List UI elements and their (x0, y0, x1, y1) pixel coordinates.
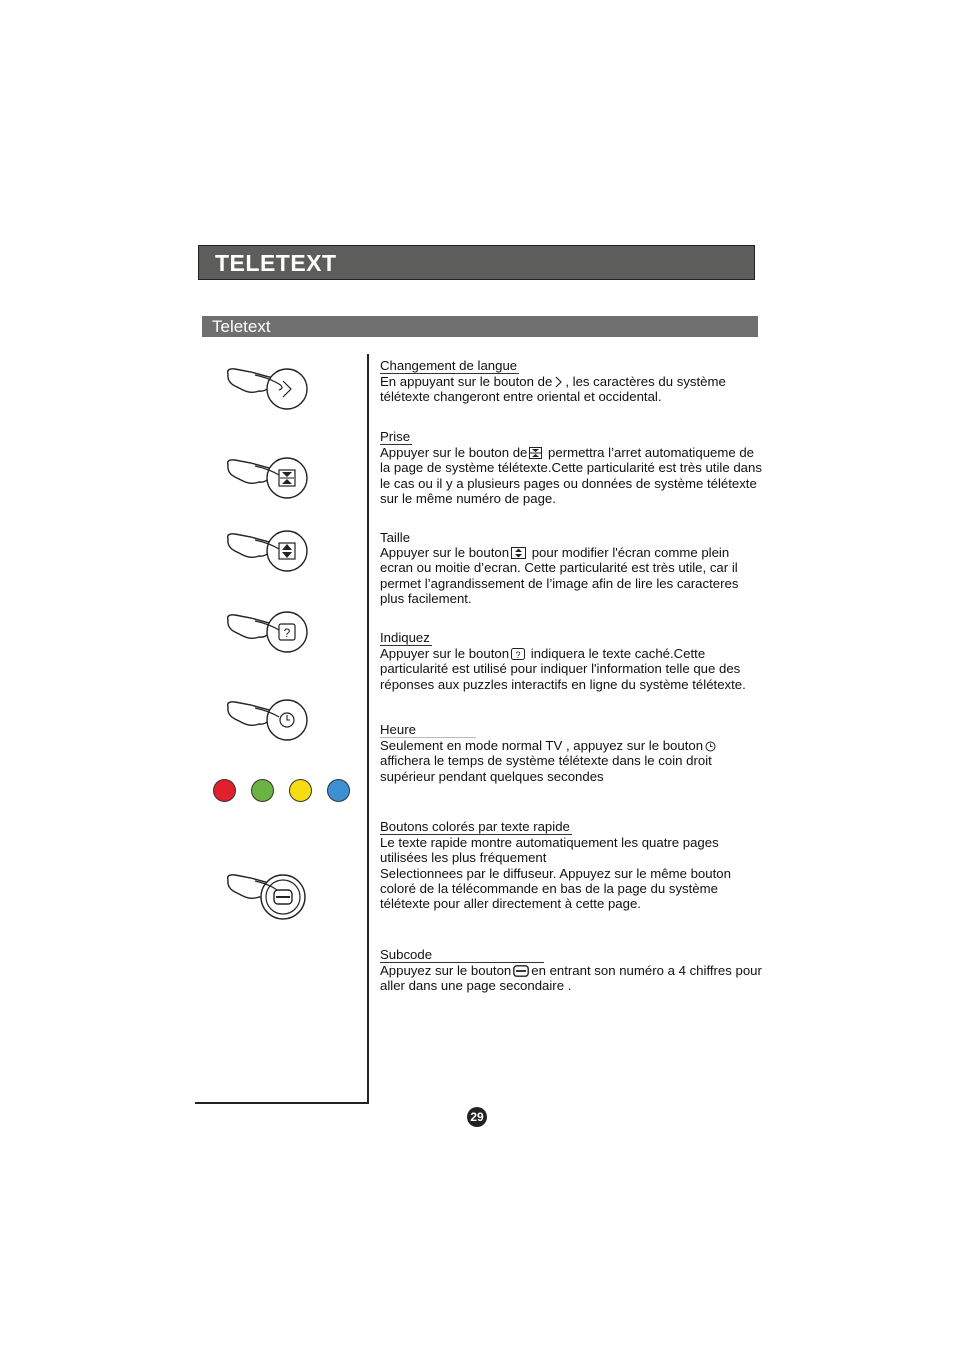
section-title-fastext: Boutons colorés par texte rapide (380, 819, 570, 834)
section-text-fastext-1: Le texte rapide montre automatiquement les quatre pages utilisées les plus fréquement (380, 835, 719, 866)
section-clock (380, 722, 765, 784)
text-after: affichera le temps de système télétexte dans le coin droit supérieur pendant quelques secondes (380, 753, 712, 784)
section-title-clock: Heure (380, 722, 476, 738)
text-before: Appuyez sur le bouton (380, 963, 512, 979)
green-button-icon (251, 779, 274, 802)
section-fastext (380, 819, 765, 911)
section-title-hold: Prise (380, 429, 411, 444)
red-button-icon (213, 779, 236, 802)
hand-press-hold-icon (225, 455, 313, 505)
hand-press-size-icon (225, 529, 313, 579)
text-after: , les caractères du système télétexte changeront entre oriental et occidental. (380, 374, 726, 405)
section-text-fastext-2: Selectionnees par le diffuseur. Appuyez sur le même bouton coloré de la télécommande en bas de la page du système télétexte pour aller directement à cette page. (380, 865, 731, 912)
vertical-divider (367, 354, 369, 1104)
chevron-right-icon (554, 376, 563, 388)
svg-text:?: ? (515, 650, 521, 661)
page-number: 29 (467, 1107, 487, 1127)
section-hold (380, 429, 765, 506)
section-text-clock (380, 738, 765, 784)
hand-press-reveal-icon (225, 610, 313, 660)
section-title-language: Changement de langue (380, 358, 518, 373)
text-after: pour modifier l'écran comme plein ecran ou moitie d’ecran. Cette particularité est très utile, car il permet l’agrandissement de l’image afin de lire les caracteres plus facilement. (380, 545, 739, 606)
yellow-button-icon (289, 779, 312, 802)
section-text-size (380, 545, 765, 606)
blue-button-icon (327, 779, 350, 802)
section-text-language (380, 374, 765, 404)
text-after: en entrant son numéro a 4 chiffres pour aller dans une page secondaire . (380, 963, 762, 994)
section-subcode (380, 947, 765, 994)
section-text-subcode (380, 963, 765, 993)
text-before: Appuyer sur le bouton (380, 545, 510, 561)
clock-icon (705, 741, 716, 752)
section-title-size: Taille (380, 530, 411, 545)
section-header-bar (202, 316, 758, 337)
text-before: En appuyant sur le bouton de (380, 374, 553, 390)
section-language (380, 358, 765, 405)
size-icon (511, 547, 526, 559)
hand-press-clock-icon (225, 697, 313, 747)
section-title-reveal: Indiquez (380, 630, 430, 645)
section-title-subcode: Subcode (380, 947, 544, 963)
section-text-reveal (380, 646, 765, 692)
section-size (380, 530, 765, 606)
section-reveal (380, 630, 765, 692)
section-text-hold (380, 445, 765, 506)
page-title: TELETEXT (215, 250, 337, 276)
section-title: Teletext (212, 317, 271, 336)
svg-text:?: ? (283, 626, 291, 640)
subcode-icon (513, 965, 529, 977)
page-header-bar (198, 245, 755, 280)
hand-press-language-icon (225, 364, 313, 414)
bottom-divider (195, 1102, 369, 1104)
text-before: Appuyer sur le bouton (380, 646, 510, 662)
hold-icon (529, 447, 542, 459)
text-after: indiquera le texte caché.Cette particularité est utilisé pour indiquer l'information telle que des réponses aux puzzles interactifs en ligne du système télétexte. (380, 646, 746, 692)
question-icon (511, 648, 525, 660)
text-after: permettra l’arret automatiqueme de la page de système télétexte.Cette particularité est très utile dans le cas ou il y a plusieurs pages ou données de système télétexte sur le même numéro de page. (380, 445, 762, 506)
hand-press-subcode-icon (225, 870, 313, 922)
text-before: Appuyer sur le bouton de (380, 445, 528, 461)
text-before: Seulement en mode normal TV , appuyez sur le bouton (380, 738, 704, 754)
